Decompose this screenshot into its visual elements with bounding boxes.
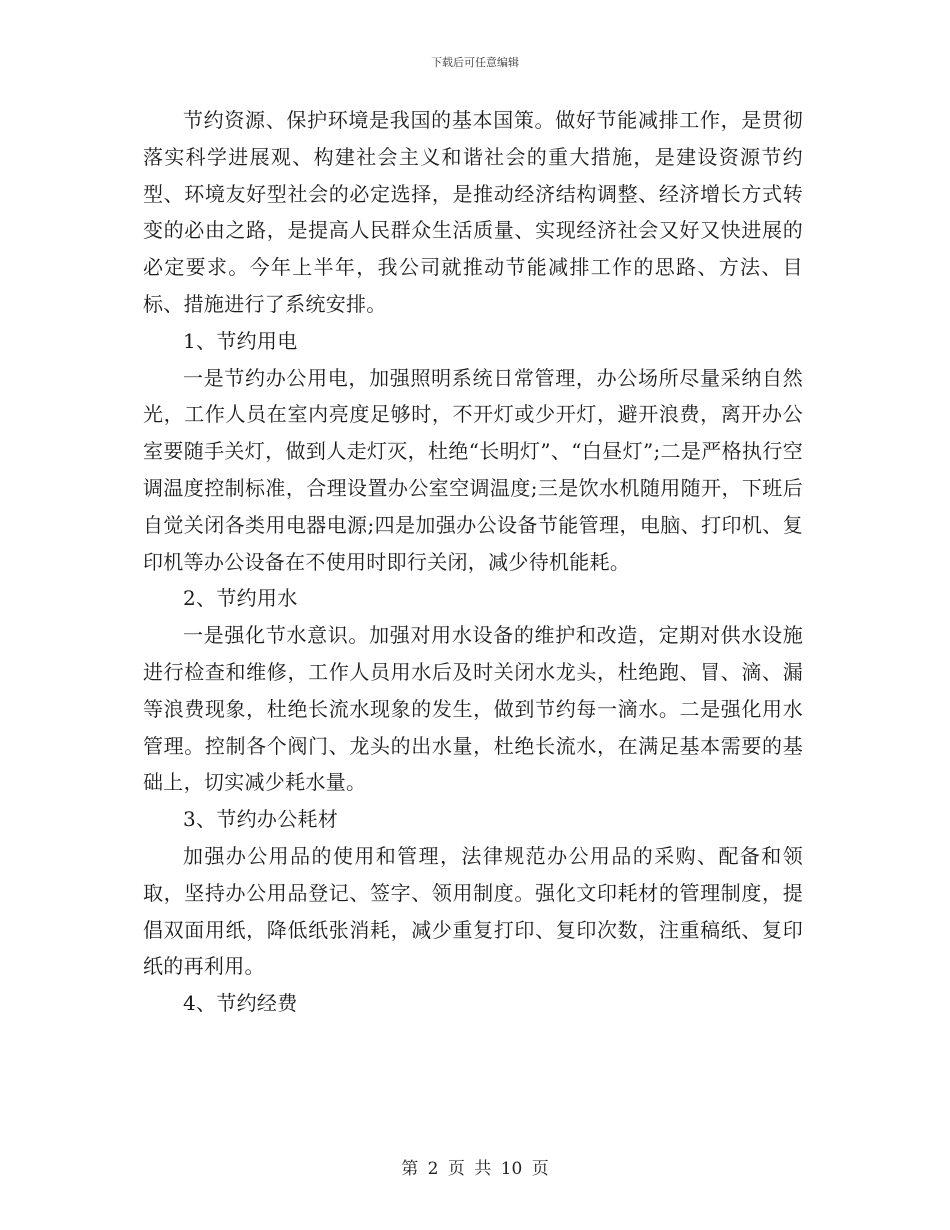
section-heading-electricity: 1、节约用电: [183, 328, 298, 353]
section-heading-funds: 4、节约经费: [183, 991, 298, 1016]
page-footer: 第 2 页 共 10 页: [401, 1159, 549, 1179]
supplies-paragraph: 加强办公用品的使用和管理，法律规范办公用品的采购、配备和领取，坚持办公用品登记、签字、领用制度。强化文印耗材的管理制度，提倡双面用纸，降低纸张消耗，减少重复打印、复印次数，注重稿纸、复印纸的再利用。: [143, 843, 803, 979]
section-heading-water: 2、节约用水: [183, 586, 298, 611]
electricity-paragraph: 一是节约办公用电，加强照明系统日常管理，办公场所尽量采纳自然光，工作人员在室内亮度足够时，不开灯或少开灯，避开浪费，离开办公室要随手关灯，做到人走灯灭，杜绝“长明灯”、“白昼灯”;二是严格执行空调温度控制标准，合理设置办公室空调温度;三是饮水机随用随开，下班后自觉关闭各类用电器电源;四是加强办公设备节能管理，电脑、打印机、复印机等办公设备在不使用时即行关闭，减少待机能耗。: [143, 365, 803, 574]
document-body: [143, 102, 803, 1022]
page-header: 下载后可任意编辑: [431, 56, 519, 69]
section-heading-supplies: 3、节约办公耗材: [183, 807, 339, 832]
water-paragraph: 一是强化节水意识。加强对用水设备的维护和改造，定期对供水设施进行检查和维修，工作人员用水后及时关闭水龙头，杜绝跑、冒、滴、漏等浪费现象，杜绝长流水现象的发生，做到节约每一滴水。二是强化用水管理。控制各个阀门、龙头的出水量，杜绝长流水，在满足基本需要的基础上，切实减少耗水量。: [143, 623, 803, 795]
intro-paragraph: 节约资源、保护环境是我国的基本国策。做好节能减排工作，是贯彻落实科学进展观、构建社会主义和谐社会的重大措施，是建设资源节约型、环境友好型社会的必定选择，是推动经济结构调整、经济增长方式转变的必由之路，是提高人民群众生活质量、实现经济社会又好又快进展的必定要求。今年上半年，我公司就推动节能减排工作的思路、方法、目标、措施进行了系统安排。: [143, 108, 803, 316]
